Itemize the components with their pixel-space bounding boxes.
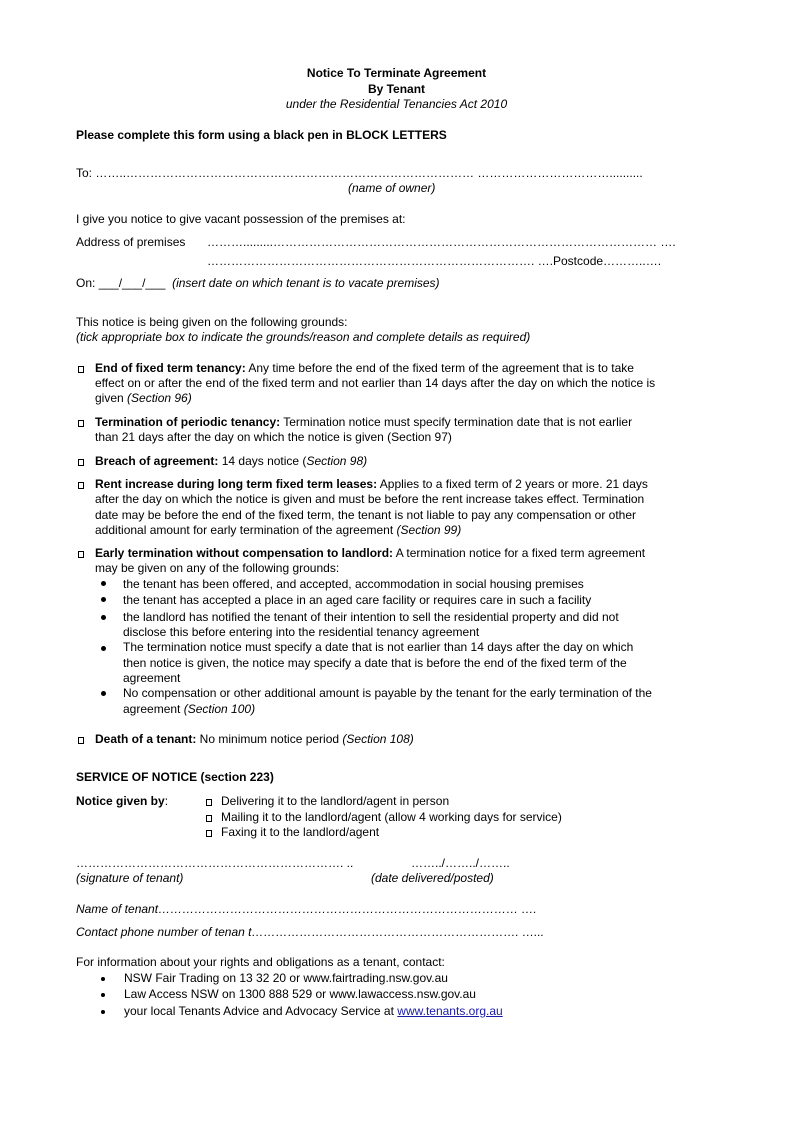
option-delivery: Delivering it to the landlord/agent in person <box>221 794 450 808</box>
form-title: Notice To Terminate Agreement <box>306 66 487 80</box>
address-field-1[interactable]: ……….........…………………………………………………………………………………… …. <box>207 235 676 249</box>
tenant-phone-row[interactable] <box>76 925 544 940</box>
bullet <box>101 615 106 620</box>
info-fair-trading: NSW Fair Trading on 13 32 20 or www.fairtrading.nsw.gov.au <box>124 971 448 985</box>
info-law-access: Law Access NSW on 1300 888 529 or www.lawaccess.nsw.gov.au <box>124 987 476 1001</box>
rent-line1: Rent increase during long term fixed term leases: Applies to a fixed term of 2 years or more. 21 days <box>95 477 648 491</box>
bullet <box>101 1010 105 1014</box>
early-line1: Early termination without compensation to landlord: A termination notice for a fixed term agreement <box>95 546 646 560</box>
early-bullet-3a: the landlord has notified the tenant of their intention to sell the residential property and did not <box>123 610 619 624</box>
checkbox-mailing[interactable] <box>206 815 212 822</box>
info-tenants-advice: your local Tenants Advice and Advocacy Service at www.tenants.org.au <box>124 1004 503 1018</box>
tenants-link[interactable]: www.tenants.org.au <box>397 1004 503 1018</box>
date-hint: (insert date on which tenant is to vacate premises) <box>172 276 440 290</box>
early-bullet-3b: disclose this before entering into the residential tenancy agreement <box>123 625 480 639</box>
option-mailing: Mailing it to the landlord/agent (allow 4 working days for service) <box>221 810 562 824</box>
tenant-name-dots: ……………………………………………………………………………… …. <box>158 902 537 916</box>
breach-line: Breach of agreement: 14 days notice (Section 98) <box>95 454 368 468</box>
date-caption: (date delivered/posted) <box>371 871 494 885</box>
rent-line4: additional amount for early termination of the agreement (Section 99) <box>95 523 462 537</box>
periodic-line2: than 21 days after the day on which the notice is given (Section 97) <box>95 430 452 444</box>
to-label: To: <box>76 166 93 180</box>
checkbox-faxing[interactable] <box>206 830 212 837</box>
vacate-date-row[interactable] <box>76 276 440 291</box>
tenant-name-row[interactable] <box>76 902 537 917</box>
death-line: Death of a tenant: No minimum notice period (Section 108) <box>95 732 414 746</box>
periodic-line1: Termination of periodic tenancy: Termination notice must specify termination date that is not earlier <box>95 415 633 429</box>
checkbox-death-of-tenant[interactable] <box>78 737 84 744</box>
checkbox-periodic[interactable] <box>78 420 84 427</box>
date-blanks: ___/___/___ <box>98 276 166 290</box>
rent-line2: after the day on which the notice is given and must be before the rent increase takes effect. Termination <box>95 492 645 506</box>
tenant-phone-label: Contact phone number of tenan t <box>76 925 252 939</box>
checkbox-early-termination[interactable] <box>78 551 84 558</box>
checkbox-delivery-in-person[interactable] <box>206 799 212 806</box>
checkbox-fixed-term[interactable] <box>78 366 84 373</box>
tenant-name-label: Name of tenant <box>76 902 159 916</box>
early-line2: may be given on any of the following grounds: <box>95 561 340 575</box>
early-bullet-4b: then notice is given, the notice may specify a date that is before the end of the fixed term of the <box>123 656 627 670</box>
on-label: On: <box>76 276 96 290</box>
bullet <box>101 993 105 997</box>
owner-caption: (name of owner) <box>348 181 436 195</box>
bullet <box>101 977 105 981</box>
notice-line: I give you notice to give vacant possession of the premises at: <box>76 212 406 226</box>
rent-line3: date may be before the end of the fixed term, the tenant is not liable to pay any compensation or other <box>95 508 637 522</box>
bullet <box>101 646 106 651</box>
address-field-2[interactable]: ………………………………………………………………………. ….Postcode………..…. <box>207 254 662 268</box>
early-bullet-2: the tenant has accepted a place in an aged care facility or requires care in such a facility <box>123 593 592 607</box>
info-intro: For information about your rights and obligations as a tenant, contact: <box>76 955 445 969</box>
bullet <box>101 597 106 602</box>
fixed-term-line2: effect on or after the end of the fixed term and not earlier than 14 days after the day on which the notice is <box>95 376 656 390</box>
address-label: Address of premises <box>76 235 186 249</box>
to-dots: ……..…………………………………………………………………………… …………………………….......... <box>95 166 643 180</box>
tenant-phone-dots: …………………………………………………………. …... <box>251 925 545 939</box>
signature-caption: (signature of tenant) <box>76 871 184 885</box>
bullet <box>101 581 106 586</box>
fixed-term-line1: End of fixed term tenancy: Any time before the end of the fixed term of the agreement that is to take <box>95 361 634 375</box>
date-delivered-field[interactable]: ……../……../…….. <box>411 856 510 870</box>
early-bullet-5b: agreement (Section 100) <box>123 702 256 716</box>
checkbox-breach[interactable] <box>78 459 84 466</box>
checkbox-rent-increase[interactable] <box>78 482 84 489</box>
bullet <box>101 691 106 696</box>
to-field[interactable] <box>76 166 643 181</box>
option-faxing: Faxing it to the landlord/agent <box>221 825 380 839</box>
early-bullet-1: the tenant has been offered, and accepted, accommodation in social housing premises <box>123 577 584 591</box>
grounds-intro: This notice is being given on the following grounds: <box>76 315 348 329</box>
signature-field[interactable]: …………………………………………………………. .. <box>76 856 354 870</box>
given-by-label: Notice given by: <box>76 794 169 808</box>
service-heading: SERVICE OF NOTICE (section 223) <box>76 770 274 784</box>
fixed-term-line3: given (Section 96) <box>95 391 192 405</box>
form-subtitle: By Tenant <box>367 82 426 96</box>
act-reference: under the Residential Tenancies Act 2010 <box>285 97 508 111</box>
instruction: Please complete this form using a black pen in BLOCK LETTERS <box>76 128 447 142</box>
early-bullet-5a: No compensation or other additional amount is payable by the tenant for the early termination of the <box>123 686 652 700</box>
early-bullet-4a: The termination notice must specify a date that is not earlier than 14 days after the day on which <box>123 640 634 654</box>
grounds-hint: (tick appropriate box to indicate the grounds/reason and complete details as required) <box>76 330 531 344</box>
early-bullet-4c: agreement <box>123 671 181 685</box>
